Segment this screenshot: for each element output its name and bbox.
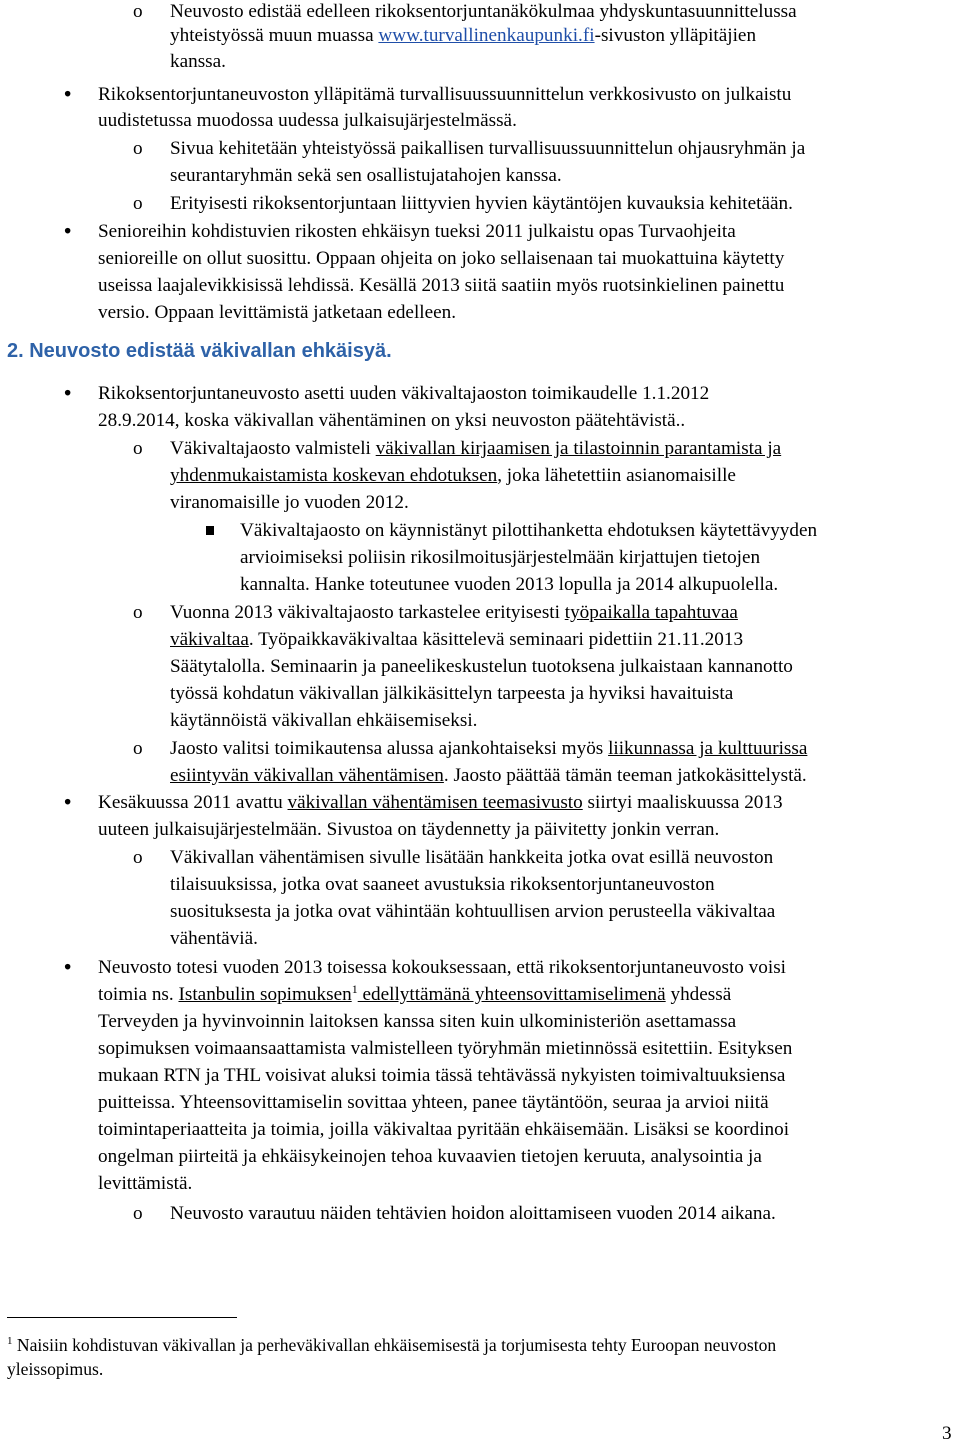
footnote-separator	[7, 1317, 237, 1318]
bullet-marker: •	[62, 382, 74, 405]
text-span: Jaosto valitsi toimikautensa alussa ajankohtaiseksi myös	[170, 738, 609, 759]
sub-marker: o	[133, 738, 143, 759]
footnote-number: 1	[7, 1335, 13, 1347]
page-number: 3	[942, 1423, 952, 1444]
text-line: Erityisesti rikoksentorjuntaan liittyvien hyvien käytäntöjen kuvauksia kehitetään.	[170, 193, 793, 214]
underlined-span: liikunnassa ja kulttuurissa	[608, 738, 808, 759]
text-line: tilaisuuksissa, jotka ovat saaneet avustuksia rikoksentorjuntaneuvoston	[170, 874, 715, 895]
sub-marker: o	[133, 138, 143, 159]
text-span: Väkivaltajaosto valmisteli	[170, 438, 376, 459]
text-line: Väkivaltajaosto on käynnistänyt pilottihanketta ehdotuksen käytettävyyden	[240, 520, 818, 541]
text-line: suosituksesta ja jotka ovat vähintään kohtuullisen arvion perusteella väkivaltaa	[170, 901, 776, 922]
sub-marker: o	[133, 438, 143, 459]
turvallinenkaupunki-link[interactable]: www.turvallinenkaupunki.fi	[378, 25, 595, 46]
underlined-span: väkivallan kirjaamisen ja tilastoinnin parantamista ja	[375, 438, 782, 459]
text-line: vähentäviä.	[170, 928, 258, 949]
underlined-span: työpaikalla tapahtuvaa	[564, 602, 738, 623]
footnote-reference[interactable]: 1	[351, 982, 358, 996]
text-line: mukaan RTN ja THL voisivat aluksi toimia tässä tehtävässä nykyisten toimivaltuuksiensa	[98, 1065, 786, 1086]
text-line: Neuvosto totesi vuoden 2013 toisessa kokouksessaan, että rikoksentorjuntaneuvosto voisi	[98, 957, 786, 978]
text-line: arvioimiseksi poliisin rikosilmoitusjärjestelmään kirjattujen tietojen	[240, 547, 761, 568]
text-line: kannalta. Hanke toteutunee vuoden 2013 lopulla ja 2014 alkupuolella.	[240, 574, 779, 595]
sub-marker: o	[133, 602, 143, 623]
text-line: uuteen julkaisujärjestelmään. Sivustoa on täydennetty ja päivitetty jonkin verran.	[98, 819, 720, 840]
text-line: Rikoksentorjuntaneuvoston ylläpitämä turvallisuussuunnittelun verkkosivusto on julkaistu	[98, 84, 792, 105]
underlined-span: yhdenmukaistamista koskevan ehdotuksen	[170, 465, 498, 486]
text-span: . Työpaikkaväkivaltaa käsittelevä seminaari pidettiin 21.11.2013	[248, 629, 744, 650]
underlined-span: Istanbulin sopimuksen	[178, 984, 352, 1005]
text-line	[98, 982, 732, 1005]
text-line	[170, 603, 738, 622]
text-span: Vuonna 2013 väkivaltajaosto tarkastelee erityisesti	[170, 602, 565, 623]
text-line	[170, 766, 807, 785]
text-span: yhdessä	[665, 984, 732, 1005]
text-line	[170, 739, 807, 758]
text-line: Neuvosto edistää edelleen rikoksentorjuntanäkökulmaa yhdyskuntasuunnittelussa	[170, 1, 797, 22]
footnote-text	[7, 1337, 776, 1355]
square-bullet-marker	[206, 526, 214, 535]
text-line: seurantaryhmän sekä sen osallistujatahojen kanssa.	[170, 165, 562, 186]
text-line: työssä kohdatun väkivallan jälkikäsittelyn tarpeesta ja hyviksi havaituista	[170, 683, 734, 704]
text-line: Väkivallan vähentämisen sivulle lisätään hankkeita jotka ovat esillä neuvoston	[170, 847, 774, 868]
text-line: versio. Oppaan levittämistä jatketaan edelleen.	[98, 302, 457, 323]
text-line: uudistetussa muodossa uudessa julkaisujärjestelmässä.	[98, 110, 517, 131]
sub-marker: o	[133, 193, 143, 214]
text-line	[170, 466, 736, 485]
text-line	[170, 439, 781, 458]
text-span: . Jaosto päättää tämän teeman jatkokäsittelystä.	[443, 765, 807, 786]
bullet-marker: •	[62, 956, 74, 979]
text-span: , joka lähetettiin asianomaisille	[497, 465, 736, 486]
text-line: ongelman piirteitä ja ehkäisykeinojen tehoa kuvaavien tietojen keruuta, analysointia ja	[98, 1146, 762, 1167]
sub-marker: o	[133, 1203, 143, 1224]
text-line	[98, 793, 783, 812]
footnote-line: Naisiin kohdistuvan väkivallan ja perheväkivallan ehkäisemisestä ja torjumisesta tehty Euroopan neuvoston	[12, 1335, 777, 1355]
text-line: 28.9.2014, koska väkivallan vähentäminen on yksi neuvoston päätehtävistä..	[98, 410, 686, 431]
text-line: kanssa.	[170, 51, 226, 72]
text-line: Neuvosto varautuu näiden tehtävien hoidon aloittamiseen vuoden 2014 aikana.	[170, 1203, 776, 1224]
sub-marker: o	[133, 1, 143, 22]
underlined-span: väkivaltaa	[170, 629, 249, 650]
text-line: Sivua kehitetään yhteistyössä paikallisen turvallisuussuunnittelun ohjausryhmän ja	[170, 138, 806, 159]
bullet-marker: •	[62, 791, 74, 814]
sub-marker: o	[133, 847, 143, 868]
footnote-text: yleissopimus.	[7, 1359, 104, 1379]
text-span: -sivuston ylläpitäjien	[594, 25, 757, 46]
bullet-marker: •	[62, 83, 74, 106]
text-span: Kesäkuussa 2011 avattu	[98, 792, 288, 813]
text-line: puitteissa. Yhteensovittamiselin sovittaa yhteen, panee täytäntöön, seuraa ja arvioi niitä	[98, 1092, 769, 1113]
underlined-span: esiintyvän väkivallan vähentämisen	[170, 765, 444, 786]
text-line: käytännöistä väkivallan ehkäisemiseksi.	[170, 710, 478, 731]
text-line: Senioreihin kohdistuvien rikosten ehkäisyn tueksi 2011 julkaistu opas Turvaohjeita	[98, 221, 736, 242]
text-line: useissa laajalevikkisissä lehdissä. Kesällä 2013 siitä saatiin myös ruotsinkielinen painettu	[98, 275, 785, 296]
bullet-marker: •	[62, 220, 74, 243]
text-span: siirtyi maaliskuussa 2013	[582, 792, 783, 813]
section-heading: 2. Neuvosto edistää väkivallan ehkäisyä.	[7, 340, 392, 362]
text-span: yhteistyössä muun muassa	[170, 25, 379, 46]
text-line: toimintaperiaatteita ja toimia, joilla väkivaltaa pyritään ehkäisemään. Lisäksi se koordinoi	[98, 1119, 790, 1140]
underlined-span: väkivallan vähentämisen teemasivusto	[287, 792, 583, 813]
text-span: toimia ns.	[98, 984, 179, 1005]
text-line: Rikoksentorjuntaneuvosto asetti uuden väkivaltajaoston toimikaudelle 1.1.2012	[98, 383, 710, 404]
text-line: sopimuksen voimaansaattamista valmistelleen työryhmän mietinnössä esitettiin. Esityksen	[98, 1038, 793, 1059]
text-line	[170, 630, 743, 649]
text-line: viranomaisille jo vuoden 2012.	[170, 492, 409, 513]
text-line: senioreille on ollut suosittu. Oppaan ohjeita on joko sellaisenaan tai muokattuina käytetty	[98, 248, 785, 269]
text-line: levittämistä.	[98, 1173, 193, 1194]
text-line: Säätytalolla. Seminaarin ja paneelikeskustelun tuotoksena julkaistaan kannanotto	[170, 656, 793, 677]
text-line	[170, 26, 756, 45]
text-line: Terveyden ja hyvinvoinnin laitoksen kanssa siten kuin ulkoministeriön asettamassa	[98, 1011, 737, 1032]
underlined-span: edellyttämänä yhteensovittamiselimenä	[357, 984, 666, 1005]
